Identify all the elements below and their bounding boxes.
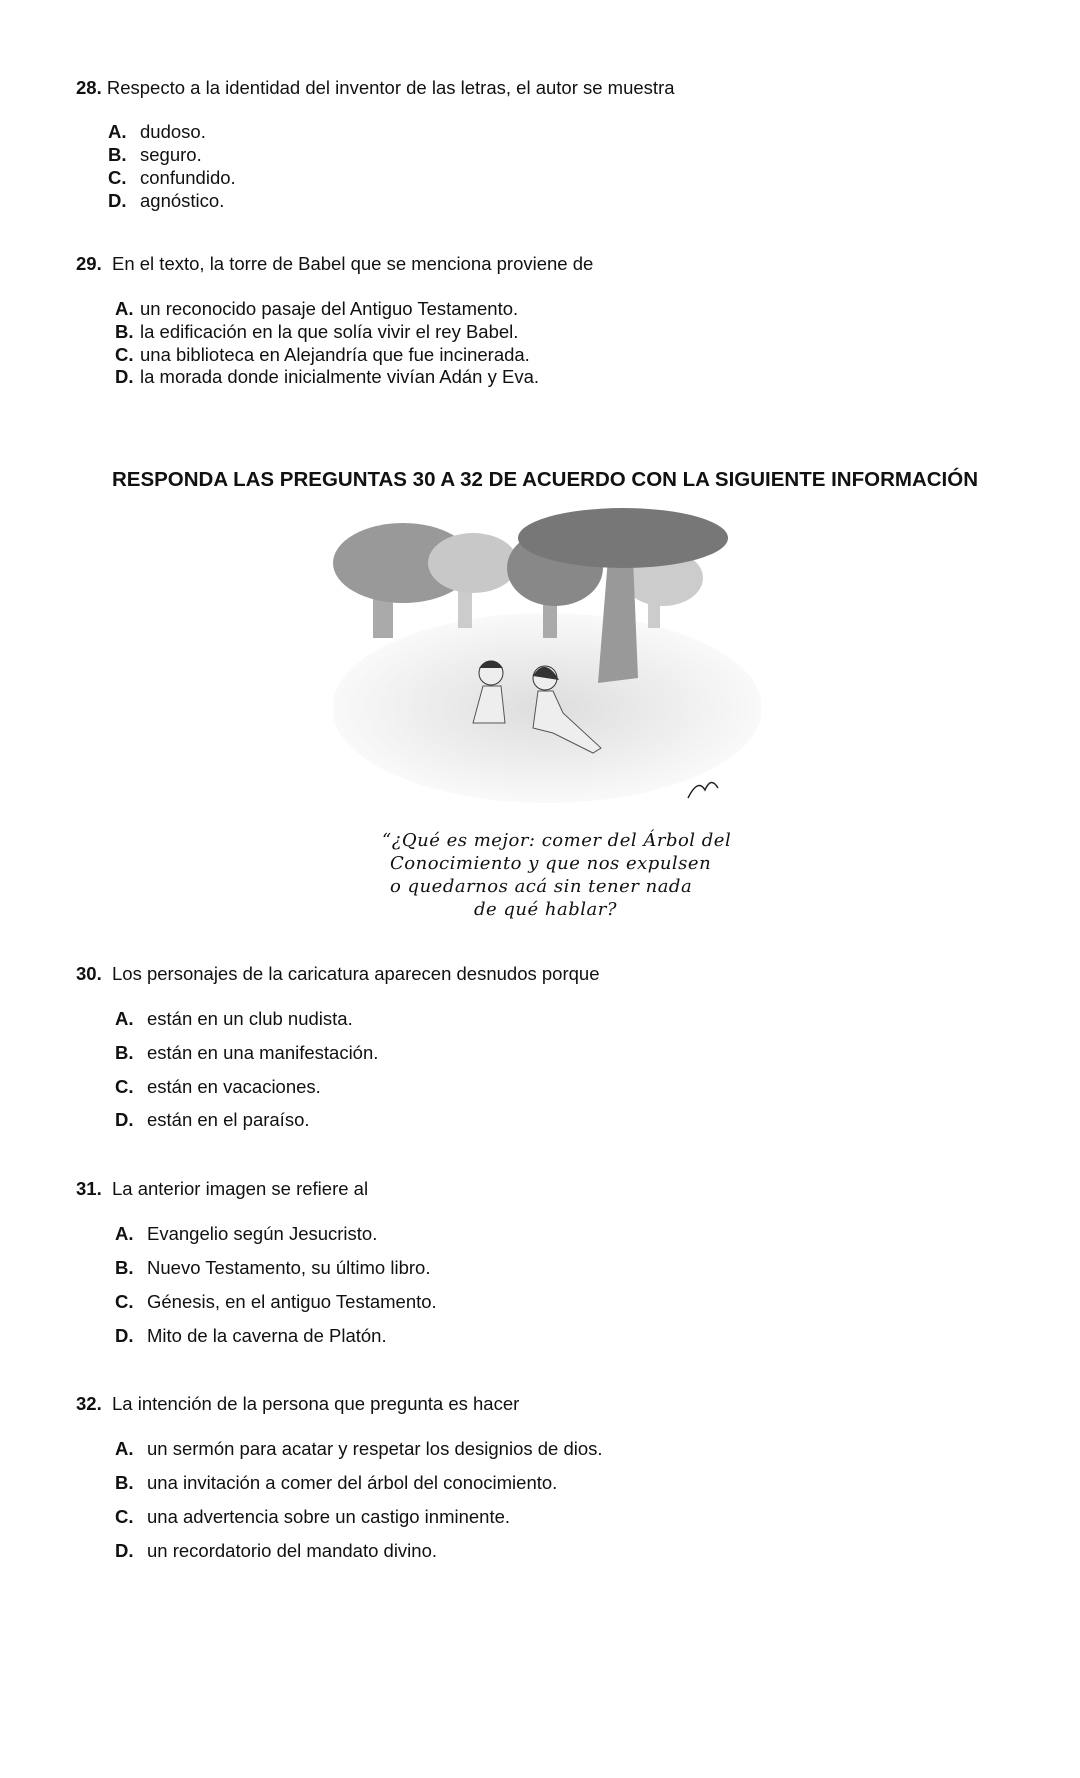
option-32-b[interactable] bbox=[115, 1472, 557, 1494]
option-30-a[interactable] bbox=[115, 1008, 353, 1030]
option-29-d[interactable] bbox=[115, 366, 539, 388]
option-letter: C. bbox=[115, 1506, 134, 1527]
option-text: un sermón para acatar y respetar los designios de dios. bbox=[147, 1438, 603, 1459]
option-32-a[interactable] bbox=[115, 1438, 603, 1460]
option-letter: B. bbox=[115, 321, 134, 342]
question-text: La intención de la persona que pregunta es hacer bbox=[112, 1393, 520, 1414]
option-text: un recordatorio del mandato divino. bbox=[147, 1540, 438, 1561]
option-29-b[interactable] bbox=[115, 321, 518, 343]
option-letter: D. bbox=[115, 1540, 134, 1561]
option-29-c[interactable] bbox=[115, 344, 530, 366]
option-28-a[interactable] bbox=[108, 121, 206, 143]
question-30 bbox=[76, 963, 600, 985]
option-letter: C. bbox=[108, 167, 127, 188]
caption-line-1: “¿Qué es mejor: comer del Árbol del bbox=[382, 830, 732, 851]
option-letter: B. bbox=[108, 144, 127, 165]
caption-line-4: de qué hablar? bbox=[474, 899, 617, 920]
option-letter: A. bbox=[115, 1438, 134, 1459]
question-number: 28. bbox=[76, 77, 102, 98]
caption-line-2: Conocimiento y que nos expulsen bbox=[390, 853, 712, 874]
option-text: la morada donde inicialmente vivían Adán y Eva. bbox=[140, 366, 540, 387]
question-text: Los personajes de la caricatura aparecen desnudos porque bbox=[112, 963, 600, 984]
option-30-b[interactable] bbox=[115, 1042, 378, 1064]
question-number: 31. bbox=[76, 1178, 102, 1199]
option-text: dudoso. bbox=[140, 121, 206, 142]
option-28-d[interactable] bbox=[108, 190, 224, 212]
question-text: La anterior imagen se refiere al bbox=[112, 1178, 369, 1199]
option-letter: D. bbox=[115, 366, 134, 387]
option-letter: A. bbox=[108, 121, 127, 142]
option-30-c[interactable] bbox=[115, 1076, 321, 1098]
option-31-d[interactable] bbox=[115, 1325, 387, 1347]
option-text: una advertencia sobre un castigo inminente. bbox=[147, 1506, 511, 1527]
option-letter: D. bbox=[108, 190, 127, 211]
question-31 bbox=[76, 1178, 368, 1200]
option-text: Evangelio según Jesucristo. bbox=[147, 1223, 378, 1244]
option-32-d[interactable] bbox=[115, 1540, 437, 1562]
option-letter: A. bbox=[115, 1223, 134, 1244]
option-text: Mito de la caverna de Platón. bbox=[147, 1325, 387, 1346]
option-letter: C. bbox=[115, 344, 134, 365]
option-text: Nuevo Testamento, su último libro. bbox=[147, 1257, 431, 1278]
option-30-d[interactable] bbox=[115, 1109, 310, 1131]
question-32 bbox=[76, 1393, 519, 1415]
option-31-b[interactable] bbox=[115, 1257, 430, 1279]
section-header: RESPONDA LAS PREGUNTAS 30 A 32 DE ACUERDO CON LA SIGUIENTE INFORMACIÓN bbox=[111, 468, 978, 491]
option-letter: C. bbox=[115, 1291, 134, 1312]
artist-signature bbox=[688, 782, 718, 798]
option-letter: C. bbox=[115, 1076, 134, 1097]
option-letter: A. bbox=[115, 298, 134, 319]
option-text: están en vacaciones. bbox=[147, 1076, 321, 1097]
option-letter: B. bbox=[115, 1472, 134, 1493]
option-letter: B. bbox=[115, 1257, 134, 1278]
option-32-c[interactable] bbox=[115, 1506, 510, 1528]
option-28-c[interactable] bbox=[108, 167, 236, 189]
option-28-b[interactable] bbox=[108, 144, 202, 166]
large-tree-canopy bbox=[518, 508, 728, 568]
option-31-a[interactable] bbox=[115, 1223, 377, 1245]
question-29 bbox=[76, 253, 593, 275]
question-number: 30. bbox=[76, 963, 102, 984]
option-text: están en una manifestación. bbox=[147, 1042, 379, 1063]
option-text: una biblioteca en Alejandría que fue incinerada. bbox=[140, 344, 530, 365]
question-number: 32. bbox=[76, 1393, 102, 1414]
option-text: seguro. bbox=[140, 144, 202, 165]
option-text: la edificación en la que solía vivir el rey Babel. bbox=[140, 321, 519, 342]
option-letter: A. bbox=[115, 1008, 134, 1029]
option-29-a[interactable] bbox=[115, 298, 518, 320]
question-text: En el texto, la torre de Babel que se menciona proviene de bbox=[112, 253, 594, 274]
option-text: agnóstico. bbox=[140, 190, 225, 211]
option-letter: D. bbox=[115, 1325, 134, 1346]
option-letter: D. bbox=[115, 1109, 134, 1130]
option-letter: B. bbox=[115, 1042, 134, 1063]
large-tree-trunk bbox=[598, 558, 638, 683]
adam-eve-cartoon-image bbox=[333, 508, 761, 813]
option-text: están en el paraíso. bbox=[147, 1109, 310, 1130]
question-number: 29. bbox=[76, 253, 102, 274]
option-text: una invitación a comer del árbol del conocimiento. bbox=[147, 1472, 558, 1493]
option-31-c[interactable] bbox=[115, 1291, 437, 1313]
caption-line-3: o quedarnos acá sin tener nada bbox=[390, 876, 693, 897]
option-text: confundido. bbox=[140, 167, 236, 188]
question-text: Respecto a la identidad del inventor de las letras, el autor se muestra bbox=[106, 77, 675, 98]
question-28 bbox=[76, 77, 675, 99]
option-text: Génesis, en el antiguo Testamento. bbox=[147, 1291, 437, 1312]
option-text: un reconocido pasaje del Antiguo Testamento. bbox=[140, 298, 519, 319]
option-text: están en un club nudista. bbox=[147, 1008, 353, 1029]
